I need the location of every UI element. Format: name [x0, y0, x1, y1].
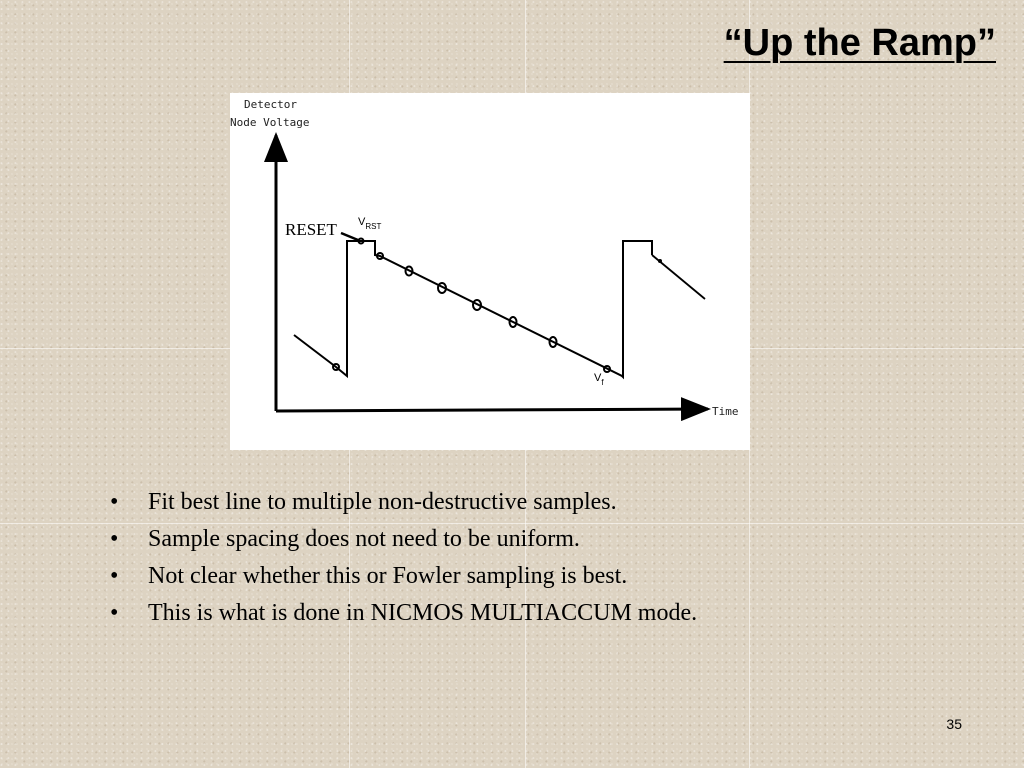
- ramp-diagram-svg: [230, 93, 750, 450]
- ramp-diagram: [230, 93, 750, 450]
- bullet-item: [110, 521, 697, 558]
- bullet-marker: •: [110, 563, 119, 589]
- x-axis-label: Time: [712, 405, 739, 418]
- slide-title: “Up the Ramp”: [723, 22, 996, 64]
- bullet-text: Sample spacing does not need to be uniform.: [148, 526, 580, 552]
- bullet-marker: •: [110, 600, 119, 626]
- bullet-text: Fit best line to multiple non-destructive samples.: [148, 489, 617, 515]
- x-axis: [276, 409, 708, 411]
- v-f-label: $V_f$: [594, 372, 604, 387]
- ramp-signal: [294, 241, 652, 377]
- bullet-text: Not clear whether this or Fowler sampling is best.: [148, 563, 628, 589]
- page-number: 35: [946, 716, 962, 732]
- bullet-item: [110, 484, 697, 521]
- y-axis-label-line1: Detector: [244, 98, 297, 111]
- reset-pointer: [341, 233, 358, 240]
- bullet-text: This is what is done in NICMOS MULTIACCUM mode.: [148, 600, 698, 626]
- bullet-item: [110, 558, 697, 595]
- sample-point: [658, 259, 662, 263]
- bullet-list: [110, 484, 697, 632]
- bullet-item: [110, 595, 697, 632]
- sample-markers: [333, 239, 610, 373]
- bullet-marker: •: [110, 489, 119, 515]
- reset-label: RESET: [285, 220, 337, 239]
- y-axis-label-line2: Node Voltage: [230, 116, 310, 129]
- bullet-marker: •: [110, 526, 119, 552]
- v-rst-label: $V_{RST}$: [358, 216, 382, 231]
